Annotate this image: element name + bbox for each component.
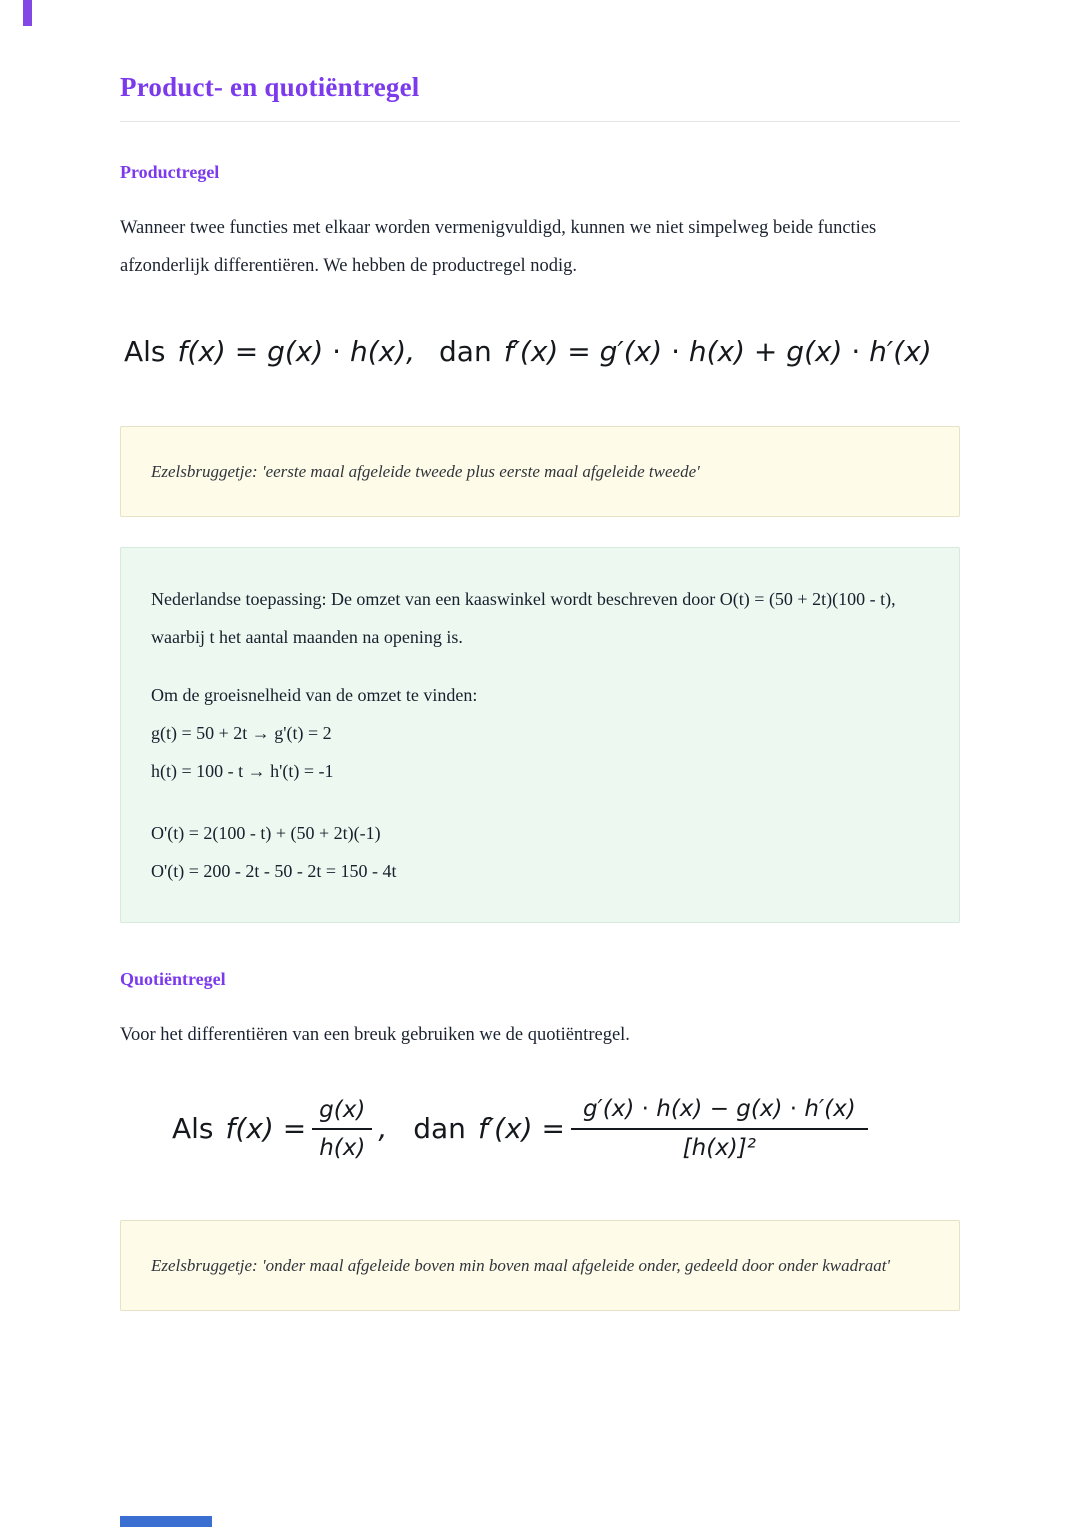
- fraction-denominator: h(x): [319, 1134, 366, 1161]
- product-example-box: [120, 547, 960, 923]
- document-body: [120, 0, 960, 1311]
- quotient-rule-intro: Voor het differentiëren van een breuk gebruiken we de quotiëntregel.: [120, 1025, 630, 1045]
- quotient-rule-heading: Quotiëntregel: [120, 969, 226, 989]
- example-h-line: h(t) = 100 - t → h'(t) = -1: [151, 761, 334, 781]
- product-rule-formula: [124, 335, 960, 368]
- formula-comma: ,: [378, 1112, 388, 1146]
- example-g-line: g(t) = 50 + 2t → g'(t) = 2: [151, 723, 332, 743]
- fraction-gx-over-hx: [312, 1097, 372, 1162]
- quotient-mnemonic-box: [120, 1220, 960, 1311]
- bottom-page-fragment: [120, 1516, 212, 1527]
- fraction-numerator: g(x): [312, 1097, 372, 1130]
- example-result-steps: [151, 814, 929, 890]
- quotient-rule-formula: [172, 1096, 960, 1162]
- formula-word-als: Als: [124, 335, 166, 368]
- formula-word-dan: dan: [439, 335, 492, 368]
- example-intro: Nederlandse toepassing: De omzet van een kaaswinkel wordt beschreven door O(t) = (50 + 2t)(100 - t), waarbij t het aantal maanden na opening is.: [151, 589, 896, 647]
- page-title: Product- en quotiëntregel: [120, 72, 420, 102]
- fraction-numerator: g′(x) ⋅ h(x) − g(x) ⋅ h′(x): [571, 1096, 868, 1130]
- formula-word-als: Als: [172, 1112, 214, 1146]
- formula-lhs: f(x) = g(x) ⋅ h(x),: [177, 335, 416, 368]
- product-rule-heading: Productregel: [120, 162, 220, 182]
- title-divider: [120, 121, 960, 122]
- formula-word-dan: dan: [413, 1112, 466, 1146]
- formula-rhs: f′(x) = g′(x) ⋅ h(x) + g(x) ⋅ h′(x): [503, 335, 932, 368]
- product-mnemonic-text: Ezelsbruggetje: 'eerste maal afgeleide tweede plus eerste maal afgeleide tweede': [151, 462, 700, 481]
- example-o-line-1: O'(t) = 2(100 - t) + (50 + 2t)(-1): [151, 823, 381, 843]
- example-goal-line: Om de groeisnelheid van de omzet te vinden:: [151, 685, 478, 705]
- top-left-marker: [23, 0, 32, 26]
- fraction-denominator: [h(x)]²: [682, 1135, 756, 1162]
- formula-f-equals: f(x) =: [225, 1112, 307, 1146]
- product-mnemonic-box: [120, 426, 960, 517]
- product-rule-intro: Wanneer twee functies met elkaar worden vermenigvuldigd, kunnen we niet simpelweg beide functies afzonderlijk differentiëren. We hebben de productregel nodig.: [120, 218, 877, 276]
- fraction-quotient-derivative: [571, 1096, 868, 1162]
- formula-fprime-equals: f′(x) =: [477, 1112, 565, 1146]
- quotient-mnemonic-text: Ezelsbruggetje: 'onder maal afgeleide boven min boven maal afgeleide onder, gedeeld door onder kwadraat': [151, 1255, 891, 1275]
- example-derivative-steps: [151, 676, 929, 790]
- example-o-line-2: O'(t) = 200 - 2t - 50 - 2t = 150 - 4t: [151, 861, 397, 881]
